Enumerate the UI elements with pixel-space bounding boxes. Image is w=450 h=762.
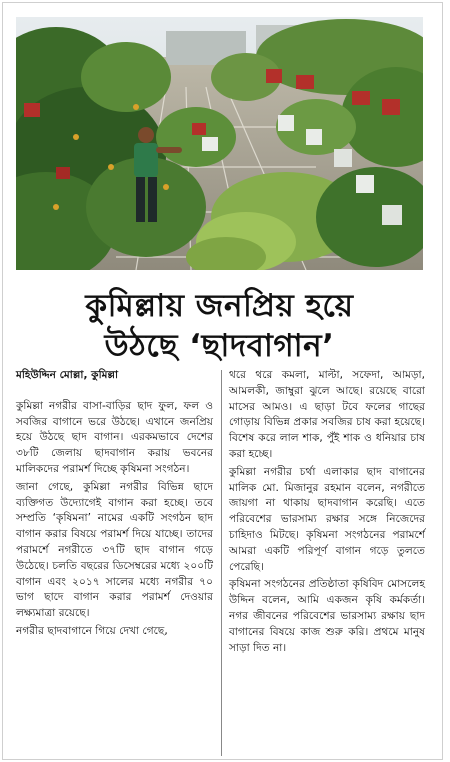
rooftop-garden-illustration	[16, 17, 423, 270]
paragraph: কুমিল্লা নগরীর চর্থা এলাকার ছাদ বাগানের মালিক মো. মিজানুর রহমান বলেন, নগরীতে জায়গা না থাকায় ছাদবাগান করেছি। এতে পরিবেশের ভারসাম্য রক্ষার সঙ্গে নিজেদের চাহিদাও মিটছে। কৃষিমনা সংগঠনের পরামর্শে আমরা একটি পরিপূর্ণ বাগান গড়ে তুলতে পেরেছি।	[229, 465, 425, 573]
headline-line-2: উঠছে ‘ছাদবাগান’	[104, 328, 335, 364]
headline-line-1: কুমিল্লায় জনপ্রিয় হয়ে	[85, 288, 354, 324]
paragraph: কুমিল্লা নগরীর বাসা-বাড়ির ছাদ ফুল, ফল ও সবজির বাগানে ভরে উঠছে। এখানে জনপ্রিয় হয়ে উঠছে ছাদ বাগান। এরকমভাবে দেশের ৩৮টি জেলায় ছাদবাগান করায় ভবনের মালিকদের পরামর্শ দিচ্ছে কৃষিমনা সংগঠন।	[16, 399, 213, 475]
paragraph: কৃষিমনা সংগঠনের প্রতিষ্ঠাতা কৃষিবিদ মোসলেহ উদ্দিন বলেন, আমি একজন কৃষি কর্মকর্তা। নগর জীবনের পরিবেশের ভারসাম্য রক্ষায় ছাদ বাগানের বিষয়ে কাজ শুরু করি। প্রথমে মানুষ সাড়া দিত না।	[229, 578, 425, 654]
paragraph: জানা গেছে, কুমিল্লা নগরীর বিভিন্ন ছাদে ব্যক্তিগত উদ্যোগেই বাগান করা হচ্ছে। তবে সম্প্রতি ‘কৃষিমনা’ নামের একটি সংগঠন ছাদ বাগান করার বিষয়ে পরামর্শ দিয়ে যাচ্ছে। তাদের পরামর্শে নগরীতে ৩৭টি ছাদ বাগান গড়ে উঠেছে। চলতি বছরের ডিসেম্বরের মধ্যে ২০০টি বাগান এবং ২০১৭ সালের মধ্যে নগরীর ৭০ ভাগ ছাদে বাগান করার পরামর্শ দেওয়ার লক্ষ্যমাত্রা রয়েছে।	[16, 480, 213, 620]
paragraph: থরে থরে কমলা, মাল্টা, সফেদা, আমড়া, আমলকী, জাম্বুরা ঝুলে আছে। রয়েছে বারো মাসের আমও। এ ছাড়া টবে ফলের গাছের গোড়ায় বিভিন্ন প্রকার সবজির চাষ করা হয়েছে। বিশেষ করে লাল শাক, পুঁই শাক ও ধনিয়ার চাষ করা হচ্ছে।	[229, 369, 425, 460]
headline	[16, 286, 423, 366]
right-column	[229, 368, 425, 658]
column-divider	[221, 370, 222, 756]
paragraph: নগরীর ছাদবাগানে গিয়ে দেখা গেছে,	[16, 624, 168, 637]
rooftop-garden-photo	[16, 17, 423, 270]
byline: মহিউদ্দিন মোল্লা, কুমিল্লা	[16, 369, 119, 381]
article-body	[16, 368, 426, 758]
left-column	[16, 368, 213, 642]
